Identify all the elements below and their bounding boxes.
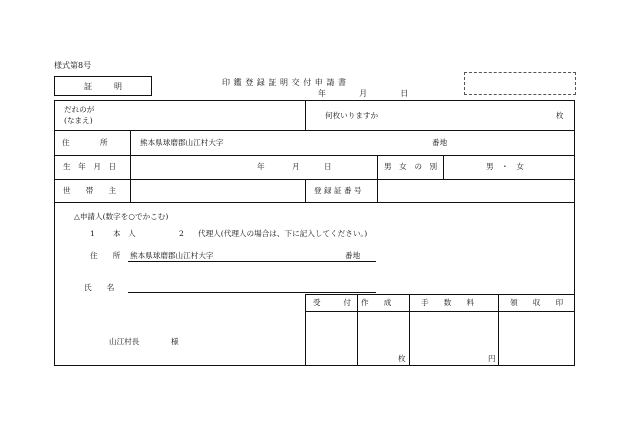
applicant-option-1-number[interactable]: 1 (90, 229, 95, 238)
sheets-unit: 枚 (398, 354, 406, 363)
cert-label-a: 証 (84, 81, 92, 91)
applicant-option-self[interactable]: 本 人 (113, 229, 136, 238)
date-year: 年 (318, 89, 326, 98)
address-prefix: 熊本県球磨郡山江村大字 (140, 138, 224, 147)
household-head-label: 世 帯 主 (63, 186, 117, 195)
copies-unit: 枚 (556, 111, 564, 120)
receipt-seal-header: 領 収 印 (510, 298, 564, 307)
registration-number-field[interactable] (380, 181, 572, 200)
address-suffix: 番地 (432, 138, 448, 147)
subject-name-field[interactable] (115, 103, 303, 128)
mayor-addressee: 山江村長 (109, 337, 140, 346)
applicant-option-agent[interactable]: 代理人(代理人の場合は、下に記入してください。) (198, 229, 368, 238)
dob-day: 日 (324, 162, 332, 171)
prepared-header: 作 成 (361, 298, 392, 307)
applicant-option-2-number[interactable]: 2 (179, 229, 184, 238)
sex-options[interactable]: 男 ・ 女 (486, 162, 524, 171)
dob-field[interactable] (133, 157, 375, 177)
application-date (318, 88, 408, 99)
date-day: 日 (400, 89, 409, 98)
fee-header: 手 数 料 (421, 298, 475, 307)
agent-address-prefix: 熊本県球磨郡山江村大字 (130, 251, 214, 260)
applicant-heading: △申請人(数字を○でかこむ) (74, 212, 169, 221)
household-head-field[interactable] (133, 181, 303, 200)
dob-label: 生 年 月 日 (63, 162, 117, 171)
copies-field[interactable] (395, 103, 555, 128)
stamp-area (464, 72, 576, 95)
form-number: 様式第8号 (54, 61, 92, 70)
subject-name-label: だれのが (64, 105, 95, 114)
subject-name-reading-label: (なまえ) (64, 116, 93, 125)
dob-year: 年 (257, 162, 265, 171)
received-header: 受 付 (313, 298, 351, 307)
date-month: 月 (359, 89, 368, 98)
sex-label: 男 女 の 別 (384, 162, 438, 171)
agent-address-suffix: 番地 (345, 251, 361, 260)
address-label: 住 所 (62, 138, 108, 147)
address-field[interactable] (225, 132, 425, 153)
mayor-honorific: 様 (171, 337, 179, 346)
copies-question: 何枚いりますか (325, 111, 379, 120)
application-table (54, 100, 575, 366)
agent-name-label: 氏 名 (84, 283, 115, 292)
form-title: 印鑑登録証明交付申請書 (222, 78, 350, 87)
agent-name-field[interactable] (128, 292, 376, 293)
agent-address-field[interactable] (128, 261, 376, 262)
yen-unit: 円 (488, 354, 496, 363)
dob-month: 月 (292, 162, 300, 171)
certificate-label-box (54, 76, 152, 96)
cert-label-b: 明 (114, 81, 122, 91)
registration-number-label: 登 録 証 番 号 (314, 186, 362, 195)
agent-address-label: 住 所 (90, 251, 121, 260)
